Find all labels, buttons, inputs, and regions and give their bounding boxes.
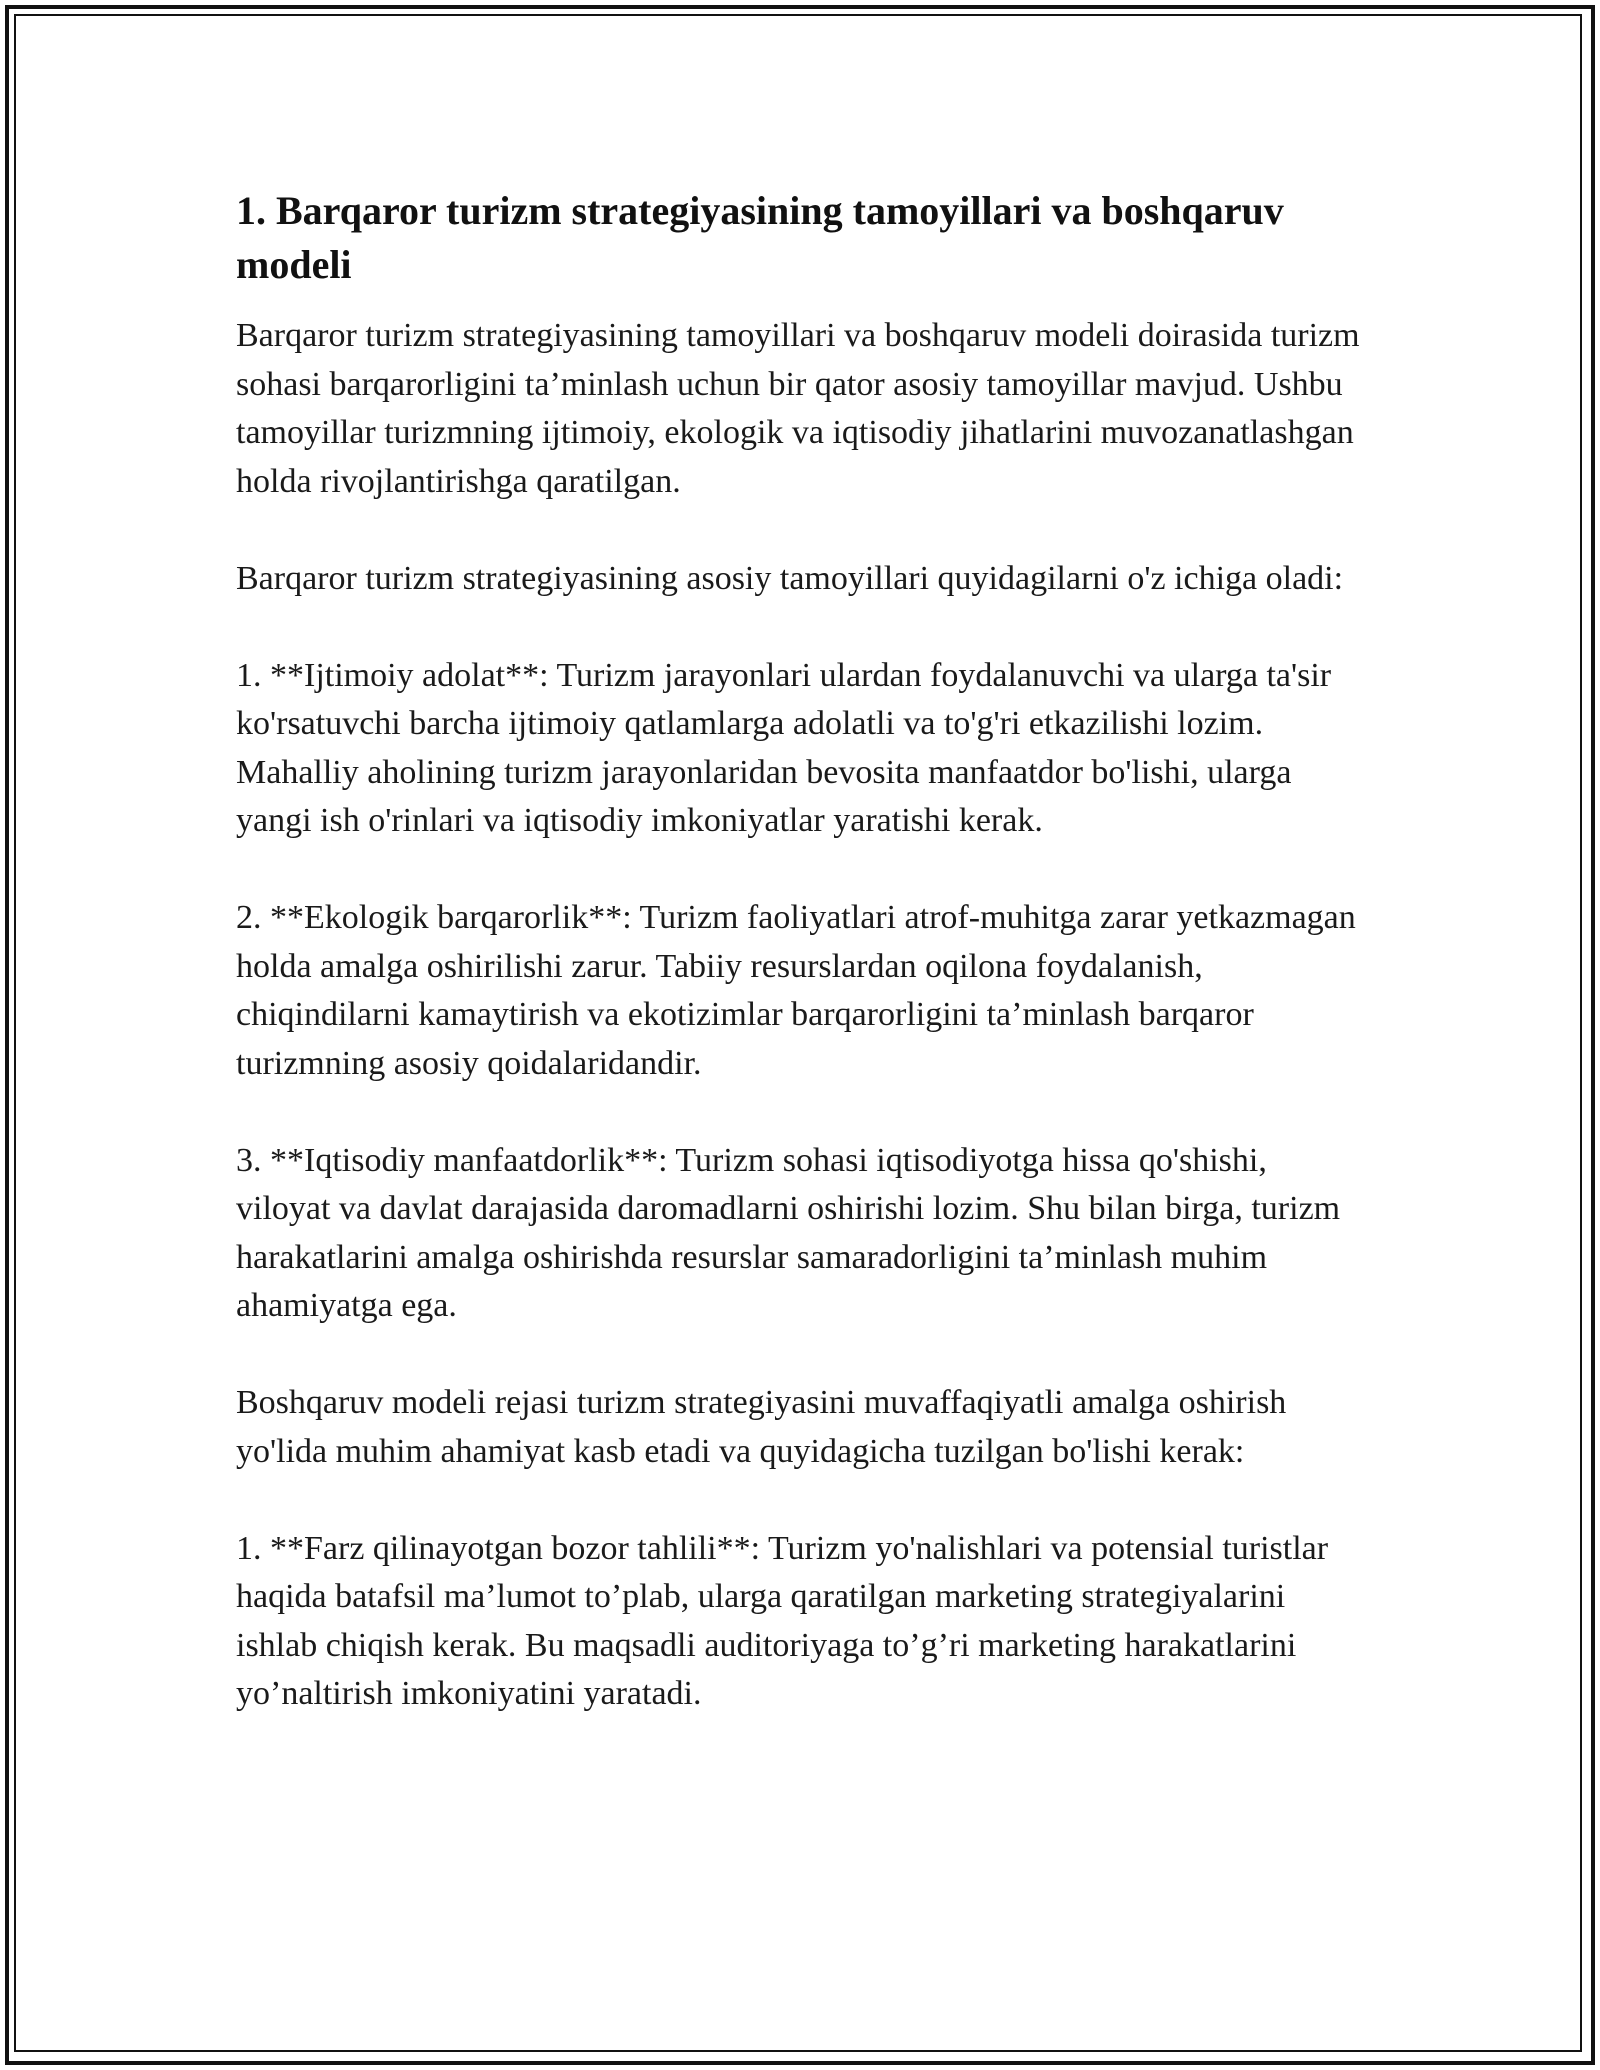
principle-economic-benefit: 3. **Iqtisodiy manfaatdorlik**: Turizm sohasi iqtisodiyotga hissa qo'shishi, viloyat va davlat darajasida daromadlarni oshirishi lozim. Shu bilan birga, turizm harakatlarini amalga oshirishda resurslar samaradorligini ta’minlash muhim ahamiyatga ega. bbox=[236, 1141, 1341, 1324]
model-lead-paragraph: Boshqaruv modeli rejasi turizm strategiyasini muvaffaqiyatli amalga oshirish yo'lida muhim ahamiyat kasb etadi va quyidagicha tuzilgan bo'lishi kerak: bbox=[236, 1384, 1287, 1470]
principles-lead-paragraph: Barqaror turizm strategiyasining asosiy tamoyillari quyidagilarni o'z ichiga oladi: bbox=[236, 559, 1344, 597]
paragraph-spacer bbox=[236, 603, 1366, 652]
paragraph-spacer bbox=[236, 1331, 1366, 1380]
paragraph-spacer bbox=[236, 1088, 1366, 1137]
paragraph-spacer bbox=[236, 506, 1366, 555]
paragraph-spacer bbox=[236, 1476, 1366, 1525]
principle-ecological-sustainability: 2. **Ekologik barqarorlik**: Turizm faoliyatlari atrof-muhitga zarar yetkazmagan holda amalga oshirilishi zarur. Tabiiy resurslardan oqilona foydalanish, chiqindilarni kamaytirish va ekotizimlar barqarorligini ta’minlash barqaror turizmning asosiy qoidalaridandir. bbox=[236, 899, 1356, 1082]
principle-social-justice: 1. **Ijtimoiy adolat**: Turizm jarayonlari ulardan foydalanuvchi va ularga ta'sir ko'rsatuvchi barcha ijtimoiy qatlamlarga adolatli va to'g'ri etkazilishi lozim. Mahalliy aholining turizm jarayonlaridan bevosita manfaatdor bo'lishi, ularga yangi ish o'rinlari va iqtisodiy imkoniyatlar yaratishi kerak. bbox=[236, 656, 1332, 839]
model-market-analysis: 1. **Farz qilinayotgan bozor tahlili**: Turizm yo'nalishlari va potensial turistlar haqida batafsil ma’lumot to’plab, ularga qaratilgan marketing strategiyalarini ishlab chiqish kerak. Bu maqsadli auditoriyaga to’g’ri marketing harakatlarini yo’naltirish imkoniyatini yaratadi. bbox=[236, 1529, 1329, 1712]
section-heading: 1. Barqaror turizm strategiyasining tamoyillari va boshqaruv modeli bbox=[236, 188, 1284, 287]
paragraph-spacer bbox=[236, 846, 1366, 895]
document-body bbox=[236, 184, 1366, 1719]
intro-paragraph: Barqaror turizm strategiyasining tamoyillari va boshqaruv modeli doirasida turizm sohasi barqarorligini ta’minlash uchun bir qator asosiy tamoyillar mavjud. Ushbu tamoyillar turizmning ijtimoiy, ekologik va iqtisodiy jihatlarini muvozanatlashgan holda rivojlantirishga qaratilgan. bbox=[236, 317, 1360, 500]
